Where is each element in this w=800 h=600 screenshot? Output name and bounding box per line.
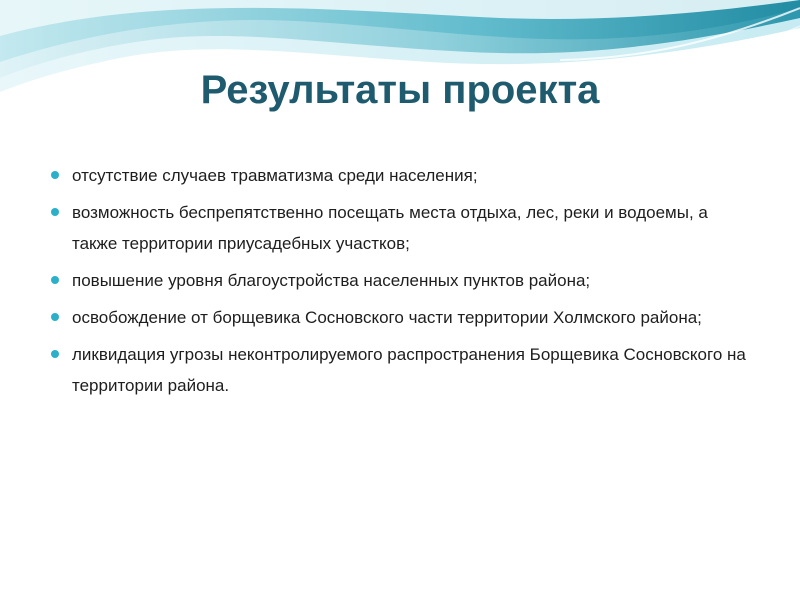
list-item	[48, 265, 748, 296]
list-item-text: отсутствие случаев травматизма среди населения;	[72, 166, 478, 185]
bullet-dot-icon	[51, 208, 59, 216]
results-list	[48, 160, 748, 407]
list-item-text: освобождение от борщевика Сосновского части территории Холмского района;	[72, 308, 702, 327]
bullet-dot-icon	[51, 313, 59, 321]
list-item-text: возможность беспрепятственно посещать места отдыха, лес, реки и водоемы, а также территории приусадебных участков;	[72, 203, 708, 253]
slide-title: Результаты проекта	[200, 68, 600, 112]
list-item	[48, 339, 748, 401]
bullet-dot-icon	[51, 171, 59, 179]
list-item	[48, 197, 748, 259]
list-item	[48, 302, 748, 333]
bullet-dot-icon	[51, 276, 59, 284]
list-item	[48, 160, 748, 191]
bullet-dot-icon	[51, 350, 59, 358]
list-item-text: повышение уровня благоустройства населенных пунктов района;	[72, 271, 591, 290]
list-item-text: ликвидация угрозы неконтролируемого распространения Борщевика Сосновского на территории района.	[72, 345, 746, 395]
